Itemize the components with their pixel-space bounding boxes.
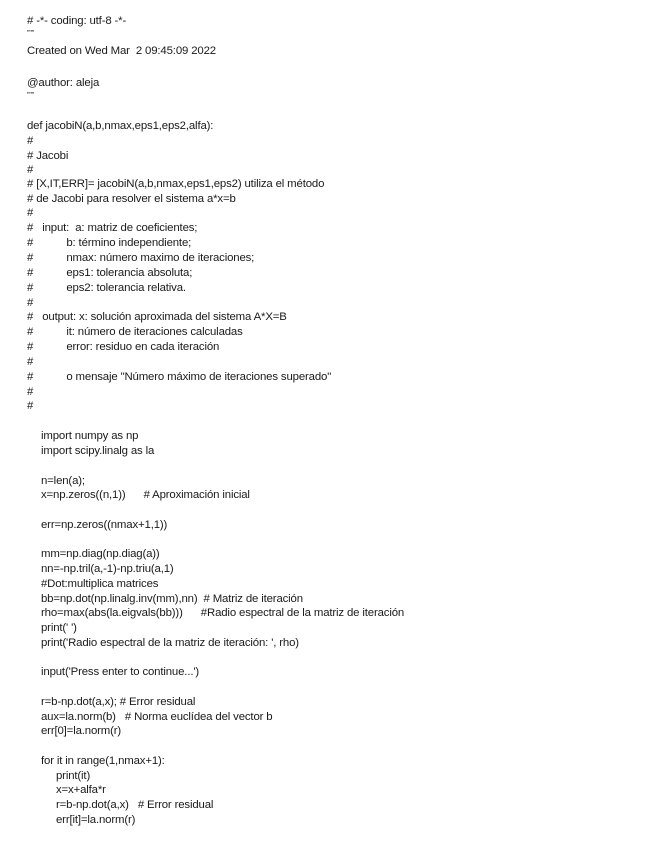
code-line: @author: aleja: [27, 77, 100, 89]
code-line: import scipy.linalg as la: [41, 445, 155, 457]
code-line: #: [27, 135, 34, 147]
code-line: n=len(a);: [41, 475, 85, 487]
code-line: #: [27, 207, 34, 219]
code-line: err[it]=la.norm(r): [56, 814, 136, 826]
code-line: # error: residuo en cada iteración: [27, 341, 220, 353]
code-line: print(' '): [41, 622, 77, 634]
code-line: """: [27, 92, 35, 99]
code-line: # eps2: tolerancia relativa.: [27, 282, 186, 294]
code-line: err=np.zeros((nmax+1,1)): [41, 519, 168, 531]
code-line: nn=-np.tril(a,-1)-np.triu(a,1): [41, 563, 174, 575]
code-line: bb=np.dot(np.linalg.inv(mm),nn) # Matriz de iteración: [41, 593, 303, 605]
code-line: mm=np.diag(np.diag(a)): [41, 548, 160, 560]
code-line: # -*- coding: utf-8 -*-: [27, 15, 127, 27]
code-line: # [X,IT,ERR]= jacobiN(a,b,nmax,eps1,eps2) utiliza el método: [27, 178, 325, 190]
code-line: r=b-np.dot(a,x) # Error residual: [56, 799, 214, 811]
code-line: # output: x: solución aproximada del sistema A*X=B: [27, 311, 287, 323]
code-line: input('Press enter to continue...'): [41, 666, 200, 678]
code-line: # input: a: matriz de coeficientes;: [27, 222, 198, 234]
code-line: for it in range(1,nmax+1):: [41, 755, 165, 767]
code-line: def jacobiN(a,b,nmax,eps1,eps2,alfa):: [27, 120, 214, 132]
code-line: # o mensaje "Número máximo de iteraciones superado": [27, 371, 332, 383]
code-line: #: [27, 297, 34, 309]
code-line: """: [27, 30, 35, 37]
code-line: # nmax: número maximo de iteraciones;: [27, 252, 255, 264]
code-line: Created on Wed Mar 2 09:45:09 2022: [27, 45, 216, 57]
code-line: r=b-np.dot(a,x); # Error residual: [41, 696, 196, 708]
code-line: print('Radio espectral de la matriz de iteración: ', rho): [41, 637, 299, 649]
code-line: #: [27, 164, 34, 176]
code-line: import numpy as np: [41, 430, 139, 442]
code-line: #Dot:multiplica matrices: [41, 578, 159, 590]
code-line: err[0]=la.norm(r): [41, 725, 122, 737]
code-line: rho=max(abs(la.eigvals(bb))) #Radio espectral de la matriz de iteración: [41, 607, 405, 619]
code-line: # de Jacobi para resolver el sistema a*x=b: [27, 193, 236, 205]
code-line: # eps1: tolerancia absoluta;: [27, 267, 193, 279]
code-line: # b: término independiente;: [27, 237, 192, 249]
code-line: # Jacobi: [27, 150, 69, 162]
code-line: x=np.zeros((n,1)) # Aproximación inicial: [41, 489, 250, 501]
code-line: print(it): [56, 770, 91, 782]
code-line: aux=la.norm(b) # Norma euclídea del vector b: [41, 711, 273, 723]
code-line: x=x+alfa*r: [56, 784, 106, 796]
code-line: # it: número de iteraciones calculadas: [27, 326, 243, 338]
code-line: #: [27, 386, 34, 398]
code-line: #: [27, 400, 34, 412]
code-line: #: [27, 356, 34, 368]
